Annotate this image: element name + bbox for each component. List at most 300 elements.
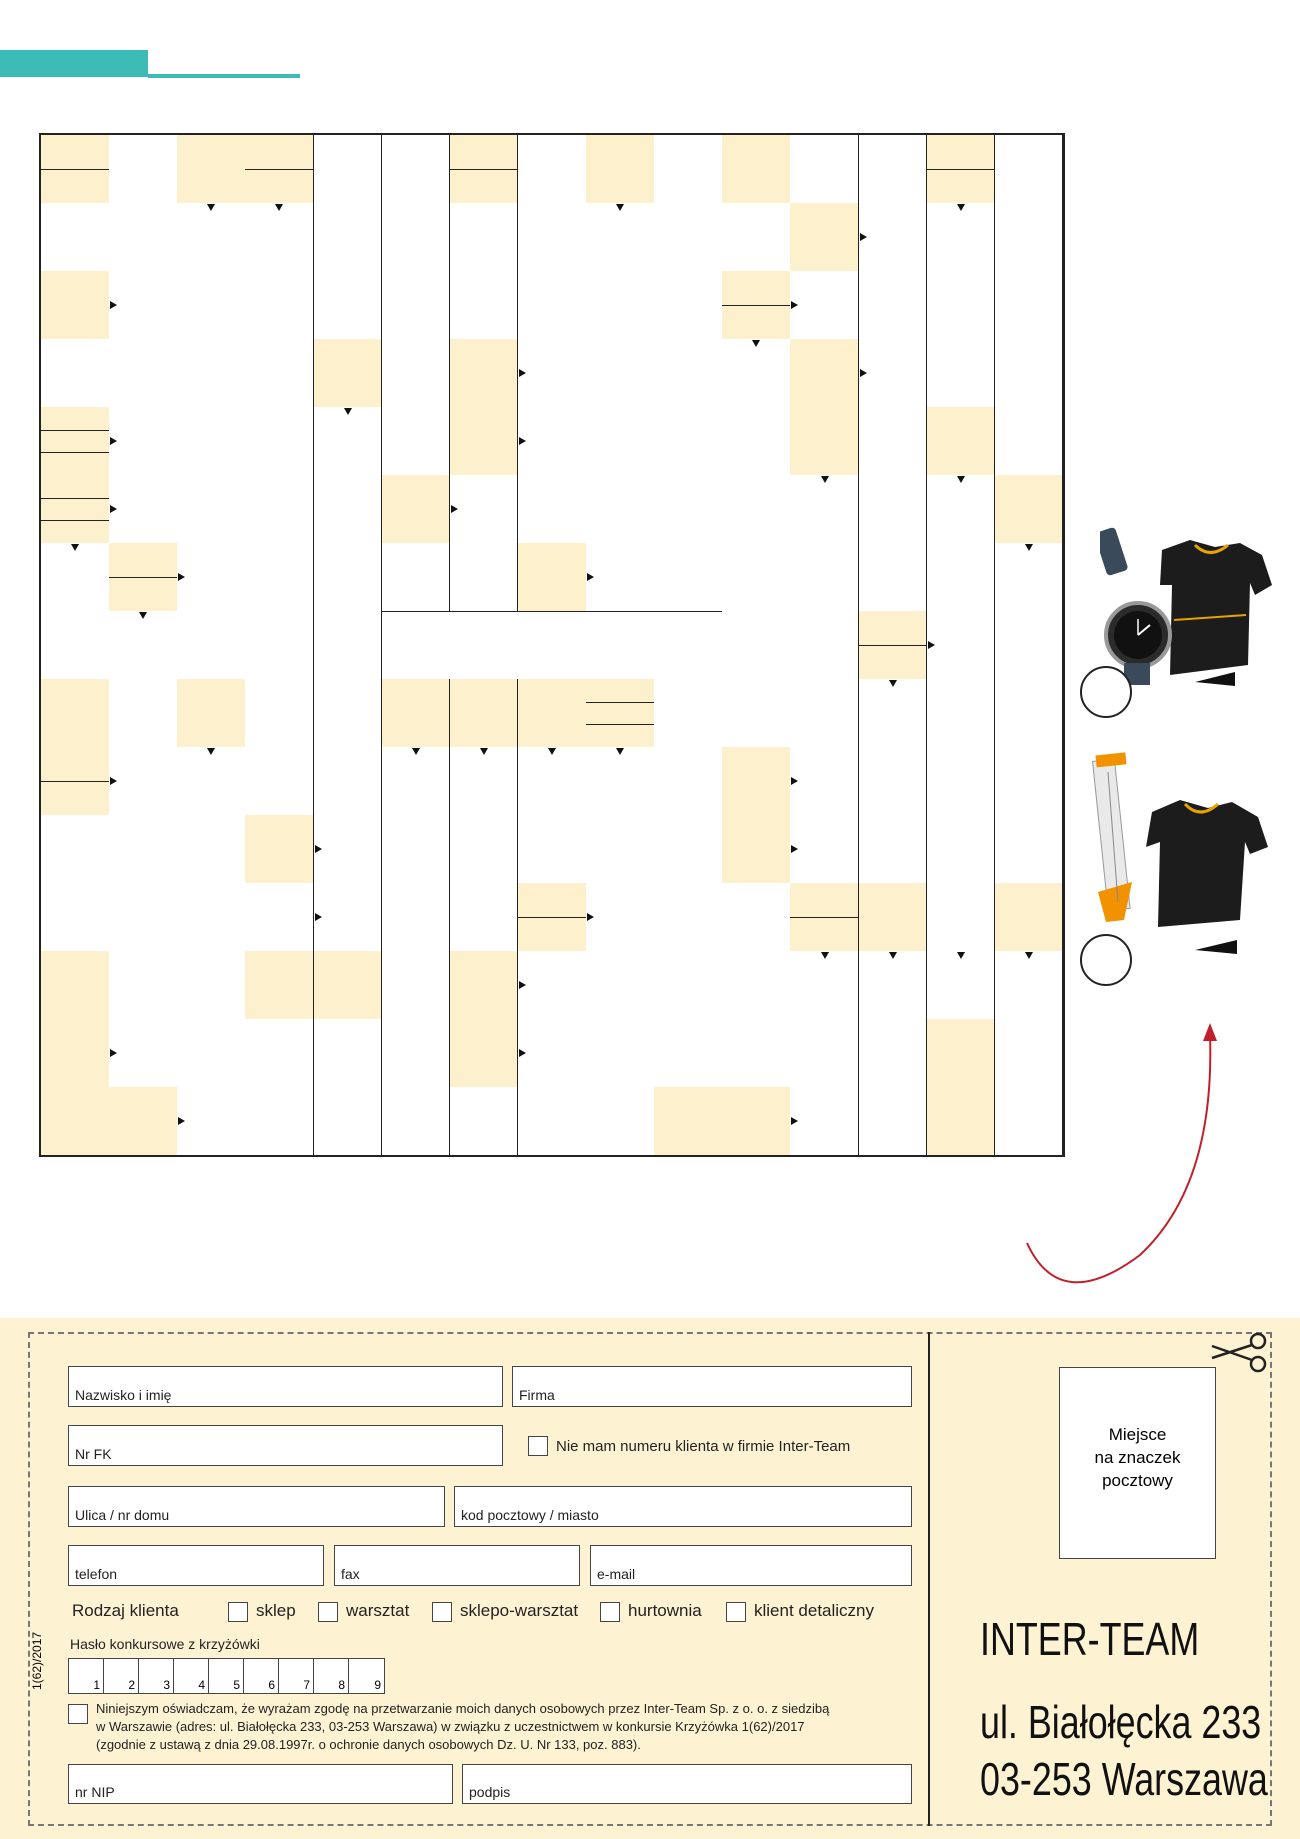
answer-cell[interactable] bbox=[314, 407, 383, 476]
client-type-option: sklepo-warsztat bbox=[460, 1601, 579, 1620]
clue-cell[interactable] bbox=[586, 135, 655, 204]
answer-cell[interactable] bbox=[927, 203, 996, 272]
clue-cell[interactable] bbox=[790, 203, 859, 272]
answer-cell[interactable] bbox=[109, 611, 178, 680]
watch-shirt-image bbox=[1100, 525, 1272, 685]
answer-cell[interactable] bbox=[995, 611, 1064, 680]
answer-cell[interactable] bbox=[586, 475, 655, 544]
answer-cell[interactable] bbox=[382, 1087, 451, 1156]
answer-cell[interactable] bbox=[245, 407, 314, 476]
answer-cell[interactable] bbox=[995, 543, 1064, 612]
answer-cell[interactable] bbox=[586, 815, 655, 884]
street-field[interactable] bbox=[68, 1486, 445, 1527]
coupon-divider bbox=[928, 1332, 930, 1826]
answer-cell[interactable] bbox=[245, 611, 314, 680]
answer-cell[interactable] bbox=[654, 883, 723, 952]
clue-cell[interactable] bbox=[722, 747, 791, 816]
arrow-down-icon bbox=[752, 340, 760, 347]
answer-cell[interactable] bbox=[109, 135, 178, 204]
email-label: e-mail bbox=[597, 1566, 636, 1582]
answer-cell[interactable] bbox=[722, 951, 791, 1020]
answer-cell[interactable] bbox=[859, 135, 928, 204]
answer-cell[interactable] bbox=[586, 271, 655, 340]
clue-cell[interactable] bbox=[245, 815, 314, 884]
arrow-down-icon bbox=[275, 204, 283, 211]
answer-cell[interactable] bbox=[314, 815, 383, 884]
clue-cell[interactable] bbox=[790, 883, 859, 952]
clue-cell[interactable] bbox=[722, 271, 791, 340]
answer-cell[interactable] bbox=[859, 679, 928, 748]
clue-cell[interactable] bbox=[41, 1019, 110, 1088]
clue-cell[interactable] bbox=[41, 135, 110, 204]
answer-cell[interactable] bbox=[790, 475, 859, 544]
clue-cell[interactable] bbox=[450, 1019, 519, 1088]
answer-cell[interactable] bbox=[109, 407, 178, 476]
ruler-shirt-image bbox=[1080, 742, 1270, 932]
clue-cell[interactable] bbox=[314, 339, 383, 408]
clue-cell[interactable] bbox=[41, 271, 110, 340]
answer-cell[interactable] bbox=[314, 1019, 383, 1088]
answer-cell[interactable] bbox=[722, 407, 791, 476]
clue-divider bbox=[722, 305, 790, 306]
consent-checkbox[interactable] bbox=[68, 1704, 88, 1724]
answer-cell[interactable] bbox=[450, 203, 519, 272]
password-box[interactable] bbox=[174, 1659, 209, 1693]
clue-divider bbox=[41, 452, 109, 453]
fax-label: fax bbox=[341, 1566, 360, 1582]
arrow-down-icon bbox=[139, 612, 147, 619]
answer-cell[interactable] bbox=[654, 1019, 723, 1088]
answer-cell[interactable] bbox=[41, 815, 110, 884]
arrow-right-icon bbox=[860, 233, 867, 241]
clue-cell[interactable] bbox=[790, 407, 859, 476]
clue-cell[interactable] bbox=[382, 475, 451, 544]
answer-cell[interactable] bbox=[995, 203, 1064, 272]
answer-cell[interactable] bbox=[790, 271, 859, 340]
answer-cell[interactable] bbox=[859, 339, 928, 408]
answer-cell[interactable] bbox=[859, 271, 928, 340]
answer-cell[interactable] bbox=[177, 339, 246, 408]
clue-cell[interactable] bbox=[41, 475, 110, 544]
answer-cell[interactable] bbox=[314, 679, 383, 748]
client-type-checkbox[interactable] bbox=[600, 1602, 620, 1622]
answer-cell[interactable] bbox=[654, 135, 723, 204]
password-box[interactable] bbox=[69, 1659, 104, 1693]
answer-cell[interactable] bbox=[314, 543, 383, 612]
answer-cell[interactable] bbox=[109, 1019, 178, 1088]
clue-cell[interactable] bbox=[722, 135, 791, 204]
password-box-number: 9 bbox=[374, 1678, 381, 1692]
clue-cell[interactable] bbox=[518, 543, 587, 612]
answer-cell[interactable] bbox=[41, 543, 110, 612]
clue-cell[interactable] bbox=[927, 135, 996, 204]
password-box[interactable] bbox=[244, 1659, 279, 1693]
postal-city-field[interactable] bbox=[454, 1486, 912, 1527]
arrow-right-icon bbox=[587, 913, 594, 921]
answer-cell[interactable] bbox=[790, 1087, 859, 1156]
answer-cell[interactable] bbox=[859, 951, 928, 1020]
answer-cell[interactable] bbox=[518, 747, 587, 816]
clue-cell[interactable] bbox=[995, 475, 1064, 544]
answer-cell[interactable] bbox=[927, 951, 996, 1020]
clue-cell[interactable] bbox=[518, 883, 587, 952]
answer-cell[interactable] bbox=[586, 339, 655, 408]
answer-cell[interactable] bbox=[586, 1019, 655, 1088]
answer-cell[interactable] bbox=[41, 203, 110, 272]
answer-cell[interactable] bbox=[314, 203, 383, 272]
answer-cell[interactable] bbox=[859, 475, 928, 544]
client-type-checkbox[interactable] bbox=[432, 1602, 452, 1622]
password-label: Hasło konkursowe z krzyżówki bbox=[70, 1636, 260, 1652]
arrow-down-icon bbox=[957, 952, 965, 959]
clue-cell[interactable] bbox=[382, 679, 451, 748]
answer-cell[interactable] bbox=[995, 135, 1064, 204]
clue-cell[interactable] bbox=[245, 135, 314, 204]
answer-cell[interactable] bbox=[109, 679, 178, 748]
phone-label: telefon bbox=[75, 1566, 118, 1582]
arrow-down-icon bbox=[957, 204, 965, 211]
arrow-down-icon bbox=[957, 476, 965, 483]
clue-cell[interactable] bbox=[859, 883, 928, 952]
arrow-down-icon bbox=[71, 544, 79, 551]
password-box[interactable] bbox=[139, 1659, 174, 1693]
answer-cell[interactable] bbox=[722, 883, 791, 952]
answer-cell[interactable] bbox=[382, 407, 451, 476]
password-box[interactable] bbox=[209, 1659, 244, 1693]
answer-cell[interactable] bbox=[722, 1019, 791, 1088]
answer-cell[interactable] bbox=[859, 543, 928, 612]
clue-cell[interactable] bbox=[722, 815, 791, 884]
answer-cell[interactable] bbox=[927, 883, 996, 952]
answer-cell[interactable] bbox=[518, 271, 587, 340]
answer-cell[interactable] bbox=[109, 203, 178, 272]
answer-cell[interactable] bbox=[314, 747, 383, 816]
answer-cell[interactable] bbox=[995, 271, 1064, 340]
answer-cell[interactable] bbox=[382, 339, 451, 408]
arrow-right-icon bbox=[178, 1117, 185, 1125]
answer-cell[interactable] bbox=[450, 543, 519, 612]
arrow-right-icon bbox=[519, 369, 526, 377]
answer-cell[interactable] bbox=[654, 543, 723, 612]
answer-cell[interactable] bbox=[382, 135, 451, 204]
clue-cell[interactable] bbox=[109, 1087, 178, 1156]
answer-cell[interactable] bbox=[382, 747, 451, 816]
answer-cell[interactable] bbox=[41, 883, 110, 952]
address-city: 03-253 Warszawa bbox=[980, 1753, 1268, 1805]
answer-cell[interactable] bbox=[109, 883, 178, 952]
clue-cell[interactable] bbox=[586, 679, 655, 748]
answer-cell[interactable] bbox=[654, 951, 723, 1020]
clue-divider bbox=[41, 169, 109, 170]
clue-cell[interactable] bbox=[41, 679, 110, 748]
clue-cell[interactable] bbox=[245, 951, 314, 1020]
answer-cell[interactable] bbox=[790, 1019, 859, 1088]
answer-cell[interactable] bbox=[518, 1087, 587, 1156]
answer-cell[interactable] bbox=[245, 1087, 314, 1156]
answer-cell[interactable] bbox=[518, 407, 587, 476]
answer-cell[interactable] bbox=[927, 475, 996, 544]
stamp-placeholder bbox=[1059, 1367, 1216, 1559]
fax-field[interactable] bbox=[334, 1545, 580, 1586]
clue-cell[interactable] bbox=[450, 679, 519, 748]
answer-cell[interactable] bbox=[790, 679, 859, 748]
answer-cell[interactable] bbox=[859, 203, 928, 272]
client-type-checkbox[interactable] bbox=[318, 1602, 338, 1622]
answer-cell[interactable] bbox=[927, 543, 996, 612]
answer-cell[interactable] bbox=[245, 475, 314, 544]
answer-cell[interactable] bbox=[382, 203, 451, 272]
signature-field[interactable] bbox=[462, 1764, 912, 1804]
answer-cell[interactable] bbox=[586, 203, 655, 272]
answer-cell[interactable] bbox=[995, 815, 1064, 884]
clue-divider bbox=[41, 498, 109, 499]
answer-cell[interactable] bbox=[314, 883, 383, 952]
clue-divider bbox=[41, 520, 109, 521]
company-label: Firma bbox=[519, 1387, 555, 1403]
password-boxes[interactable] bbox=[68, 1658, 385, 1694]
answer-cell[interactable] bbox=[382, 815, 451, 884]
answer-cell[interactable] bbox=[177, 203, 246, 272]
client-type-option: hurtownia bbox=[628, 1601, 702, 1620]
clue-cell[interactable] bbox=[790, 339, 859, 408]
answer-cell[interactable] bbox=[654, 679, 723, 748]
answer-cell[interactable] bbox=[382, 1019, 451, 1088]
clue-cell[interactable] bbox=[41, 747, 110, 816]
answer-cell[interactable] bbox=[722, 339, 791, 408]
password-box[interactable] bbox=[279, 1659, 314, 1693]
answer-cell[interactable] bbox=[41, 611, 110, 680]
answer-cell[interactable] bbox=[518, 203, 587, 272]
clue-cell[interactable] bbox=[995, 883, 1064, 952]
answer-cell[interactable] bbox=[177, 1087, 246, 1156]
password-box[interactable] bbox=[314, 1659, 349, 1693]
answer-cell[interactable] bbox=[245, 883, 314, 952]
clue-cell[interactable] bbox=[450, 951, 519, 1020]
answer-cell[interactable] bbox=[177, 1019, 246, 1088]
answer-cell[interactable] bbox=[518, 815, 587, 884]
fk-label: Nr FK bbox=[75, 1446, 112, 1462]
arrow-down-icon bbox=[821, 952, 829, 959]
answer-cell[interactable] bbox=[245, 747, 314, 816]
fk-number-field[interactable] bbox=[68, 1425, 503, 1466]
clue-divider bbox=[586, 702, 654, 703]
stamp-line-2: na znaczek bbox=[1094, 1448, 1181, 1467]
clue-cell[interactable] bbox=[518, 679, 587, 748]
clue-cell[interactable] bbox=[177, 135, 246, 204]
password-box[interactable] bbox=[349, 1659, 384, 1693]
answer-cell[interactable] bbox=[859, 407, 928, 476]
arrow-right-icon bbox=[315, 913, 322, 921]
no-client-number-checkbox[interactable] bbox=[528, 1436, 548, 1456]
address-street: ul. Białołęcka 233 bbox=[980, 1696, 1262, 1748]
answer-cell[interactable] bbox=[109, 475, 178, 544]
answer-cell[interactable] bbox=[450, 1087, 519, 1156]
answer-cell[interactable] bbox=[245, 339, 314, 408]
answer-cell[interactable] bbox=[450, 475, 519, 544]
arrow-right-icon bbox=[791, 1117, 798, 1125]
answer-cell[interactable] bbox=[314, 1087, 383, 1156]
client-type-label: Rodzaj klienta bbox=[72, 1601, 179, 1620]
street-label: Ulica / nr domu bbox=[75, 1507, 170, 1523]
prize-choice-2[interactable] bbox=[1080, 934, 1132, 986]
answer-cell[interactable] bbox=[586, 883, 655, 952]
answer-cell[interactable] bbox=[382, 543, 451, 612]
answer-cell[interactable] bbox=[790, 815, 859, 884]
answer-cell[interactable] bbox=[927, 747, 996, 816]
answer-cell[interactable] bbox=[586, 747, 655, 816]
answer-cell[interactable] bbox=[177, 271, 246, 340]
answer-cell[interactable] bbox=[177, 815, 246, 884]
clue-cell[interactable] bbox=[177, 679, 246, 748]
answer-cell[interactable] bbox=[927, 611, 996, 680]
answer-cell[interactable] bbox=[927, 271, 996, 340]
answer-cell[interactable] bbox=[722, 203, 791, 272]
clue-cell[interactable] bbox=[927, 407, 996, 476]
answer-cell[interactable] bbox=[927, 339, 996, 408]
arrow-right-icon bbox=[928, 641, 935, 649]
clue-cell[interactable] bbox=[654, 1087, 723, 1156]
password-box-number: 1 bbox=[93, 1678, 100, 1692]
clue-cell[interactable] bbox=[450, 407, 519, 476]
answer-cell[interactable] bbox=[177, 883, 246, 952]
answer-cell[interactable] bbox=[790, 951, 859, 1020]
arrow-right-icon bbox=[519, 437, 526, 445]
arrow-right-icon bbox=[178, 573, 185, 581]
answer-cell[interactable] bbox=[245, 271, 314, 340]
answer-cell[interactable] bbox=[382, 951, 451, 1020]
answer-cell[interactable] bbox=[518, 1019, 587, 1088]
answer-cell[interactable] bbox=[518, 135, 587, 204]
client-type-checkbox[interactable] bbox=[228, 1602, 248, 1622]
answer-cell[interactable] bbox=[314, 271, 383, 340]
company-field[interactable] bbox=[512, 1366, 912, 1407]
answer-cell[interactable] bbox=[654, 339, 723, 408]
answer-cell[interactable] bbox=[654, 815, 723, 884]
answer-cell[interactable] bbox=[790, 747, 859, 816]
answer-cell[interactable] bbox=[654, 203, 723, 272]
nip-field[interactable] bbox=[68, 1764, 453, 1804]
arrow-right-icon bbox=[110, 777, 117, 785]
answer-cell[interactable] bbox=[177, 407, 246, 476]
answer-cell[interactable] bbox=[450, 271, 519, 340]
clue-cell[interactable] bbox=[314, 951, 383, 1020]
answer-cell[interactable] bbox=[177, 543, 246, 612]
consent-text bbox=[96, 1700, 896, 1754]
answer-cell[interactable] bbox=[586, 407, 655, 476]
answer-cell[interactable] bbox=[586, 1087, 655, 1156]
answer-cell[interactable] bbox=[654, 475, 723, 544]
clue-cell[interactable] bbox=[859, 611, 928, 680]
answer-cell[interactable] bbox=[109, 951, 178, 1020]
answer-cell[interactable] bbox=[450, 815, 519, 884]
clue-cell[interactable] bbox=[722, 1087, 791, 1156]
clue-cell[interactable] bbox=[450, 135, 519, 204]
clue-cell[interactable] bbox=[41, 1087, 110, 1156]
answer-cell[interactable] bbox=[927, 815, 996, 884]
answer-cell[interactable] bbox=[518, 339, 587, 408]
prize-choice-1[interactable] bbox=[1080, 666, 1132, 718]
answer-cell[interactable] bbox=[177, 611, 246, 680]
answer-cell[interactable] bbox=[722, 475, 791, 544]
answer-cell[interactable] bbox=[109, 747, 178, 816]
answer-cell[interactable] bbox=[859, 1019, 928, 1088]
answer-cell[interactable] bbox=[382, 271, 451, 340]
clue-cell[interactable] bbox=[927, 1019, 996, 1088]
answer-cell[interactable] bbox=[790, 543, 859, 612]
answer-cell[interactable] bbox=[41, 339, 110, 408]
answer-cell[interactable] bbox=[654, 407, 723, 476]
answer-cell[interactable] bbox=[586, 951, 655, 1020]
clue-cell[interactable] bbox=[109, 543, 178, 612]
client-type-checkbox[interactable] bbox=[726, 1602, 746, 1622]
answer-cell[interactable] bbox=[995, 339, 1064, 408]
email-field[interactable] bbox=[590, 1545, 912, 1586]
clue-cell[interactable] bbox=[41, 951, 110, 1020]
answer-cell[interactable] bbox=[450, 883, 519, 952]
name-field[interactable] bbox=[68, 1366, 503, 1407]
password-box-number: 8 bbox=[338, 1678, 345, 1692]
clue-divider bbox=[859, 645, 927, 646]
answer-cell[interactable] bbox=[790, 611, 859, 680]
clue-cell[interactable] bbox=[450, 339, 519, 408]
answer-cell[interactable] bbox=[314, 611, 383, 680]
answer-cell[interactable] bbox=[177, 475, 246, 544]
answer-cell[interactable] bbox=[654, 747, 723, 816]
answer-cell[interactable] bbox=[109, 271, 178, 340]
answer-cell[interactable] bbox=[995, 951, 1064, 1020]
answer-cell[interactable] bbox=[859, 815, 928, 884]
clue-divider bbox=[586, 724, 654, 725]
answer-cell[interactable] bbox=[518, 475, 587, 544]
answer-cell[interactable] bbox=[177, 747, 246, 816]
answer-cell[interactable] bbox=[109, 815, 178, 884]
answer-cell[interactable] bbox=[109, 339, 178, 408]
answer-cell[interactable] bbox=[790, 135, 859, 204]
password-box[interactable] bbox=[104, 1659, 139, 1693]
answer-cell[interactable] bbox=[859, 1087, 928, 1156]
answer-cell[interactable] bbox=[586, 543, 655, 612]
answer-cell[interactable] bbox=[995, 679, 1064, 748]
answer-cell[interactable] bbox=[314, 135, 383, 204]
phone-field[interactable] bbox=[68, 1545, 324, 1586]
consent-line: (zgodnie z ustawą z dnia 29.08.1997r. o ochronie danych osobowych Dz. U. Nr 133, poz. 883). bbox=[96, 1737, 641, 1752]
answer-cell[interactable] bbox=[245, 1019, 314, 1088]
answer-cell[interactable] bbox=[245, 679, 314, 748]
answer-cell[interactable] bbox=[927, 679, 996, 748]
answer-cell[interactable] bbox=[518, 951, 587, 1020]
clue-cell[interactable] bbox=[927, 1087, 996, 1156]
password-box-number: 7 bbox=[303, 1678, 310, 1692]
arrow-down-icon bbox=[889, 952, 897, 959]
clue-cell[interactable] bbox=[41, 407, 110, 476]
answer-cell[interactable] bbox=[177, 951, 246, 1020]
answer-cell[interactable] bbox=[995, 747, 1064, 816]
answer-cell[interactable] bbox=[314, 475, 383, 544]
answer-cell[interactable] bbox=[245, 203, 314, 272]
answer-cell[interactable] bbox=[859, 747, 928, 816]
answer-cell[interactable] bbox=[382, 883, 451, 952]
answer-cell[interactable] bbox=[722, 611, 791, 680]
answer-cell[interactable] bbox=[722, 679, 791, 748]
answer-cell[interactable] bbox=[722, 543, 791, 612]
answer-cell[interactable] bbox=[995, 407, 1064, 476]
answer-cell[interactable] bbox=[245, 543, 314, 612]
client-type-option: klient detaliczny bbox=[754, 1601, 875, 1620]
arrow-down-icon bbox=[1025, 544, 1033, 551]
answer-cell[interactable] bbox=[450, 747, 519, 816]
answer-cell[interactable] bbox=[654, 271, 723, 340]
arrow-down-icon bbox=[480, 748, 488, 755]
